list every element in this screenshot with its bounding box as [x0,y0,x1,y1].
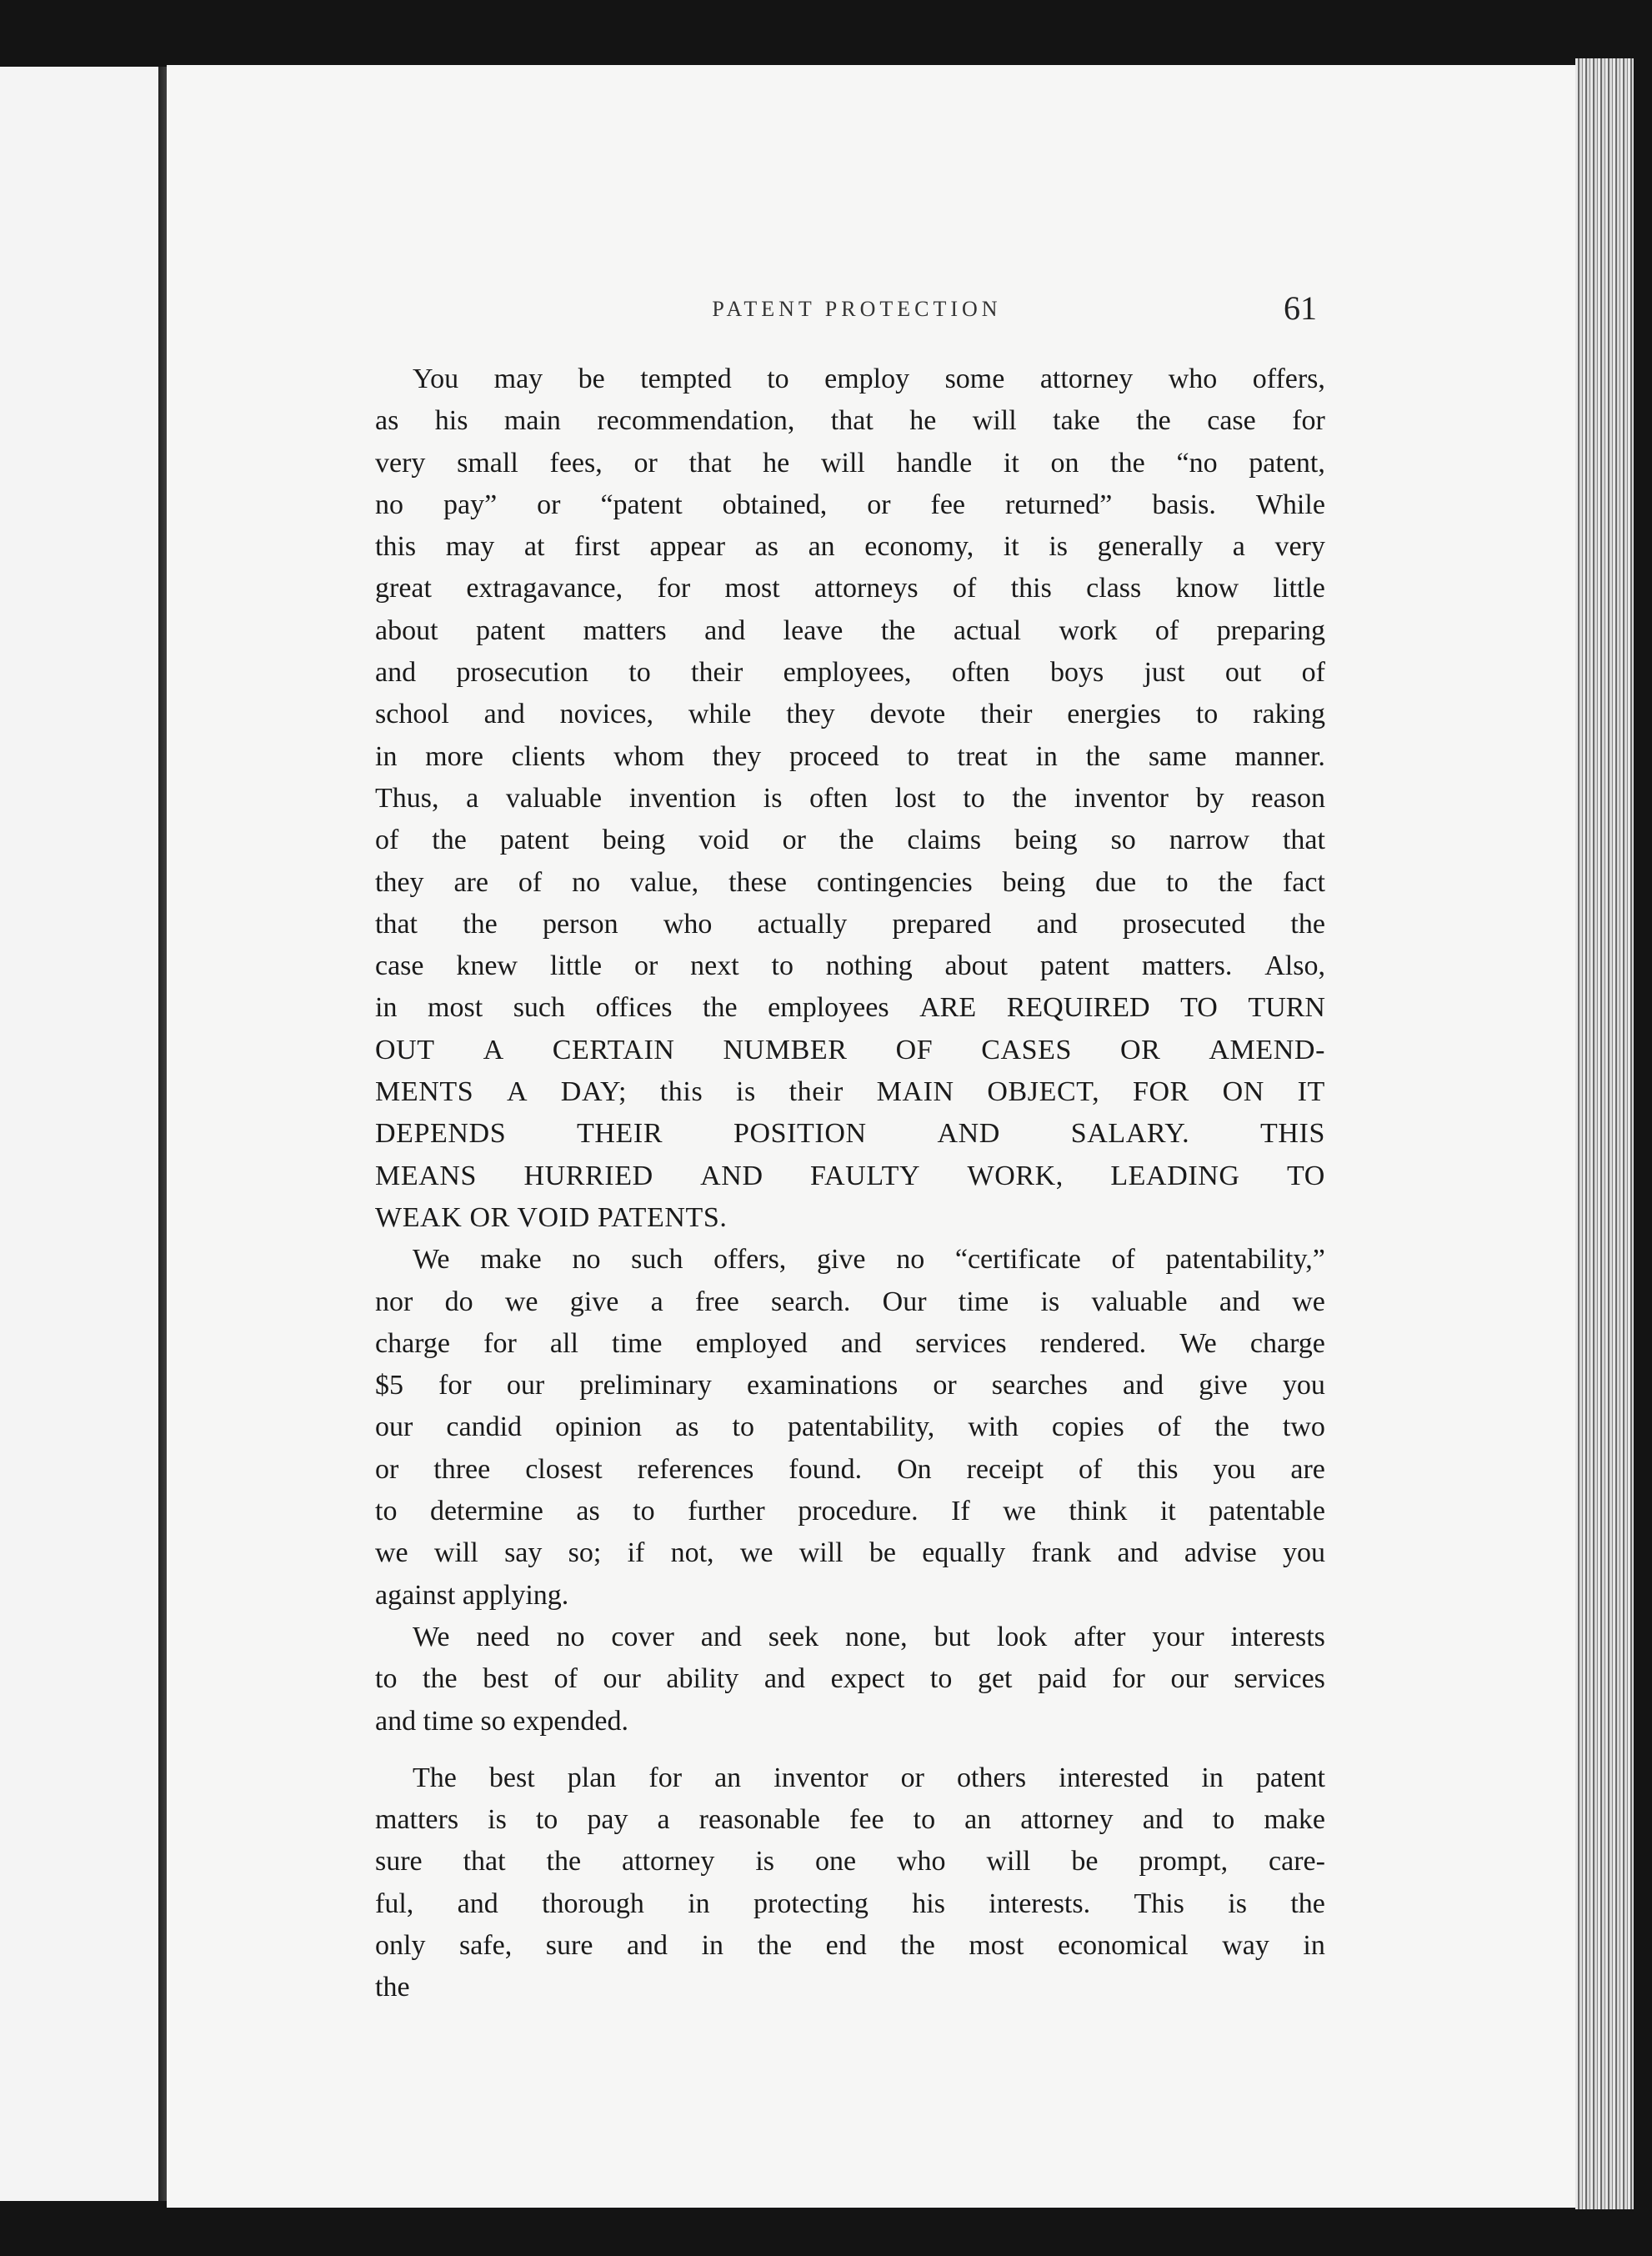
text-line: in most such offices the employees ARE REQUIRED TO TURN [375,992,1325,1024]
text-line: WEAK OR VOID PATENTS. [375,1201,728,1233]
running-head: PATENT PROTECTION [712,297,1002,321]
text-line: in more clients whom they proceed to treat in the same manner. [375,740,1325,772]
text-line: and time so expended. [375,1705,629,1737]
text-line: to determine as to further procedure. If we think it patentable [375,1496,1325,1527]
text-line: The best plan for an inventor or others interested in patent [413,1762,1325,1793]
facing-page-edge [0,67,161,2201]
text-line: to the best of our ability and expect to get paid for our services [375,1663,1325,1695]
text-line: charge for all time employed and services rendered. We charge [375,1327,1325,1359]
text-line: the [375,1972,410,2003]
text-line: as his main recommendation, that he will take the case for [375,405,1325,437]
text-line: great extragavance, for most attorneys of this class know little [375,573,1325,604]
text-line: We make no such offers, give no “certificate of patentability,” [413,1244,1325,1276]
text-line: ful, and thorough in protecting his interests. This is the [375,1888,1325,1919]
text-line: our candid opinion as to patentability, with copies of the two [375,1411,1325,1443]
text-line: about patent matters and leave the actual work of preparing [375,614,1325,646]
text-line: DEPENDS THEIR POSITION AND SALARY. THIS [375,1118,1325,1150]
text-line: We need no cover and seek none, but look after your interests [413,1621,1325,1652]
text-line: we will say so; if not, we will be equally frank and advise you [375,1537,1325,1569]
text-line: school and novices, while they devote their energies to raking [375,699,1325,730]
text-line: against applying. [375,1579,569,1611]
text-line: MEANS HURRIED AND FAULTY WORK, LEADING TO [375,1160,1325,1191]
page-number: 61 [1284,289,1317,327]
body-text [375,358,1325,2009]
text-line: case knew little or next to nothing about patent matters. Also, [375,950,1325,982]
text-line: they are of no value, these contingencies being due to the fact [375,866,1325,898]
text-line: sure that the attorney is one who will be prompt, care- [375,1846,1325,1877]
text-line: OUT A CERTAIN NUMBER OF CASES OR AMEND- [375,1034,1325,1065]
text-line: Thus, a valuable invention is often lost to the inventor by reason [375,782,1325,814]
text-line: You may be tempted to employ some attorney who offers, [413,363,1325,394]
text-line: matters is to pay a reasonable fee to an attorney and to make [375,1804,1325,1836]
text-line: of the patent being void or the claims being so narrow that [375,825,1325,856]
text-line: and prosecution to their employees, often boys just out of [375,657,1325,689]
page-stack-edge [1575,58,1634,2209]
text-line: very small fees, or that he will handle it on the “no patent, [375,447,1325,479]
text-line: this may at first appear as an economy, it is generally a very [375,531,1325,563]
text-line: MENTS A DAY; this is their MAIN OBJECT, FOR ON IT [375,1076,1325,1108]
text-line: $5 for our preliminary examinations or searches and give you [375,1370,1325,1401]
text-line: only safe, sure and in the end the most economical way in [375,1929,1325,1961]
text-line: or three closest references found. On receipt of this you are [375,1453,1325,1485]
text-line: nor do we give a free search. Our time is valuable and we [375,1286,1325,1317]
text-line: no pay” or “patent obtained, or fee returned” basis. While [375,489,1325,520]
text-line: that the person who actually prepared and prosecuted the [375,908,1325,940]
